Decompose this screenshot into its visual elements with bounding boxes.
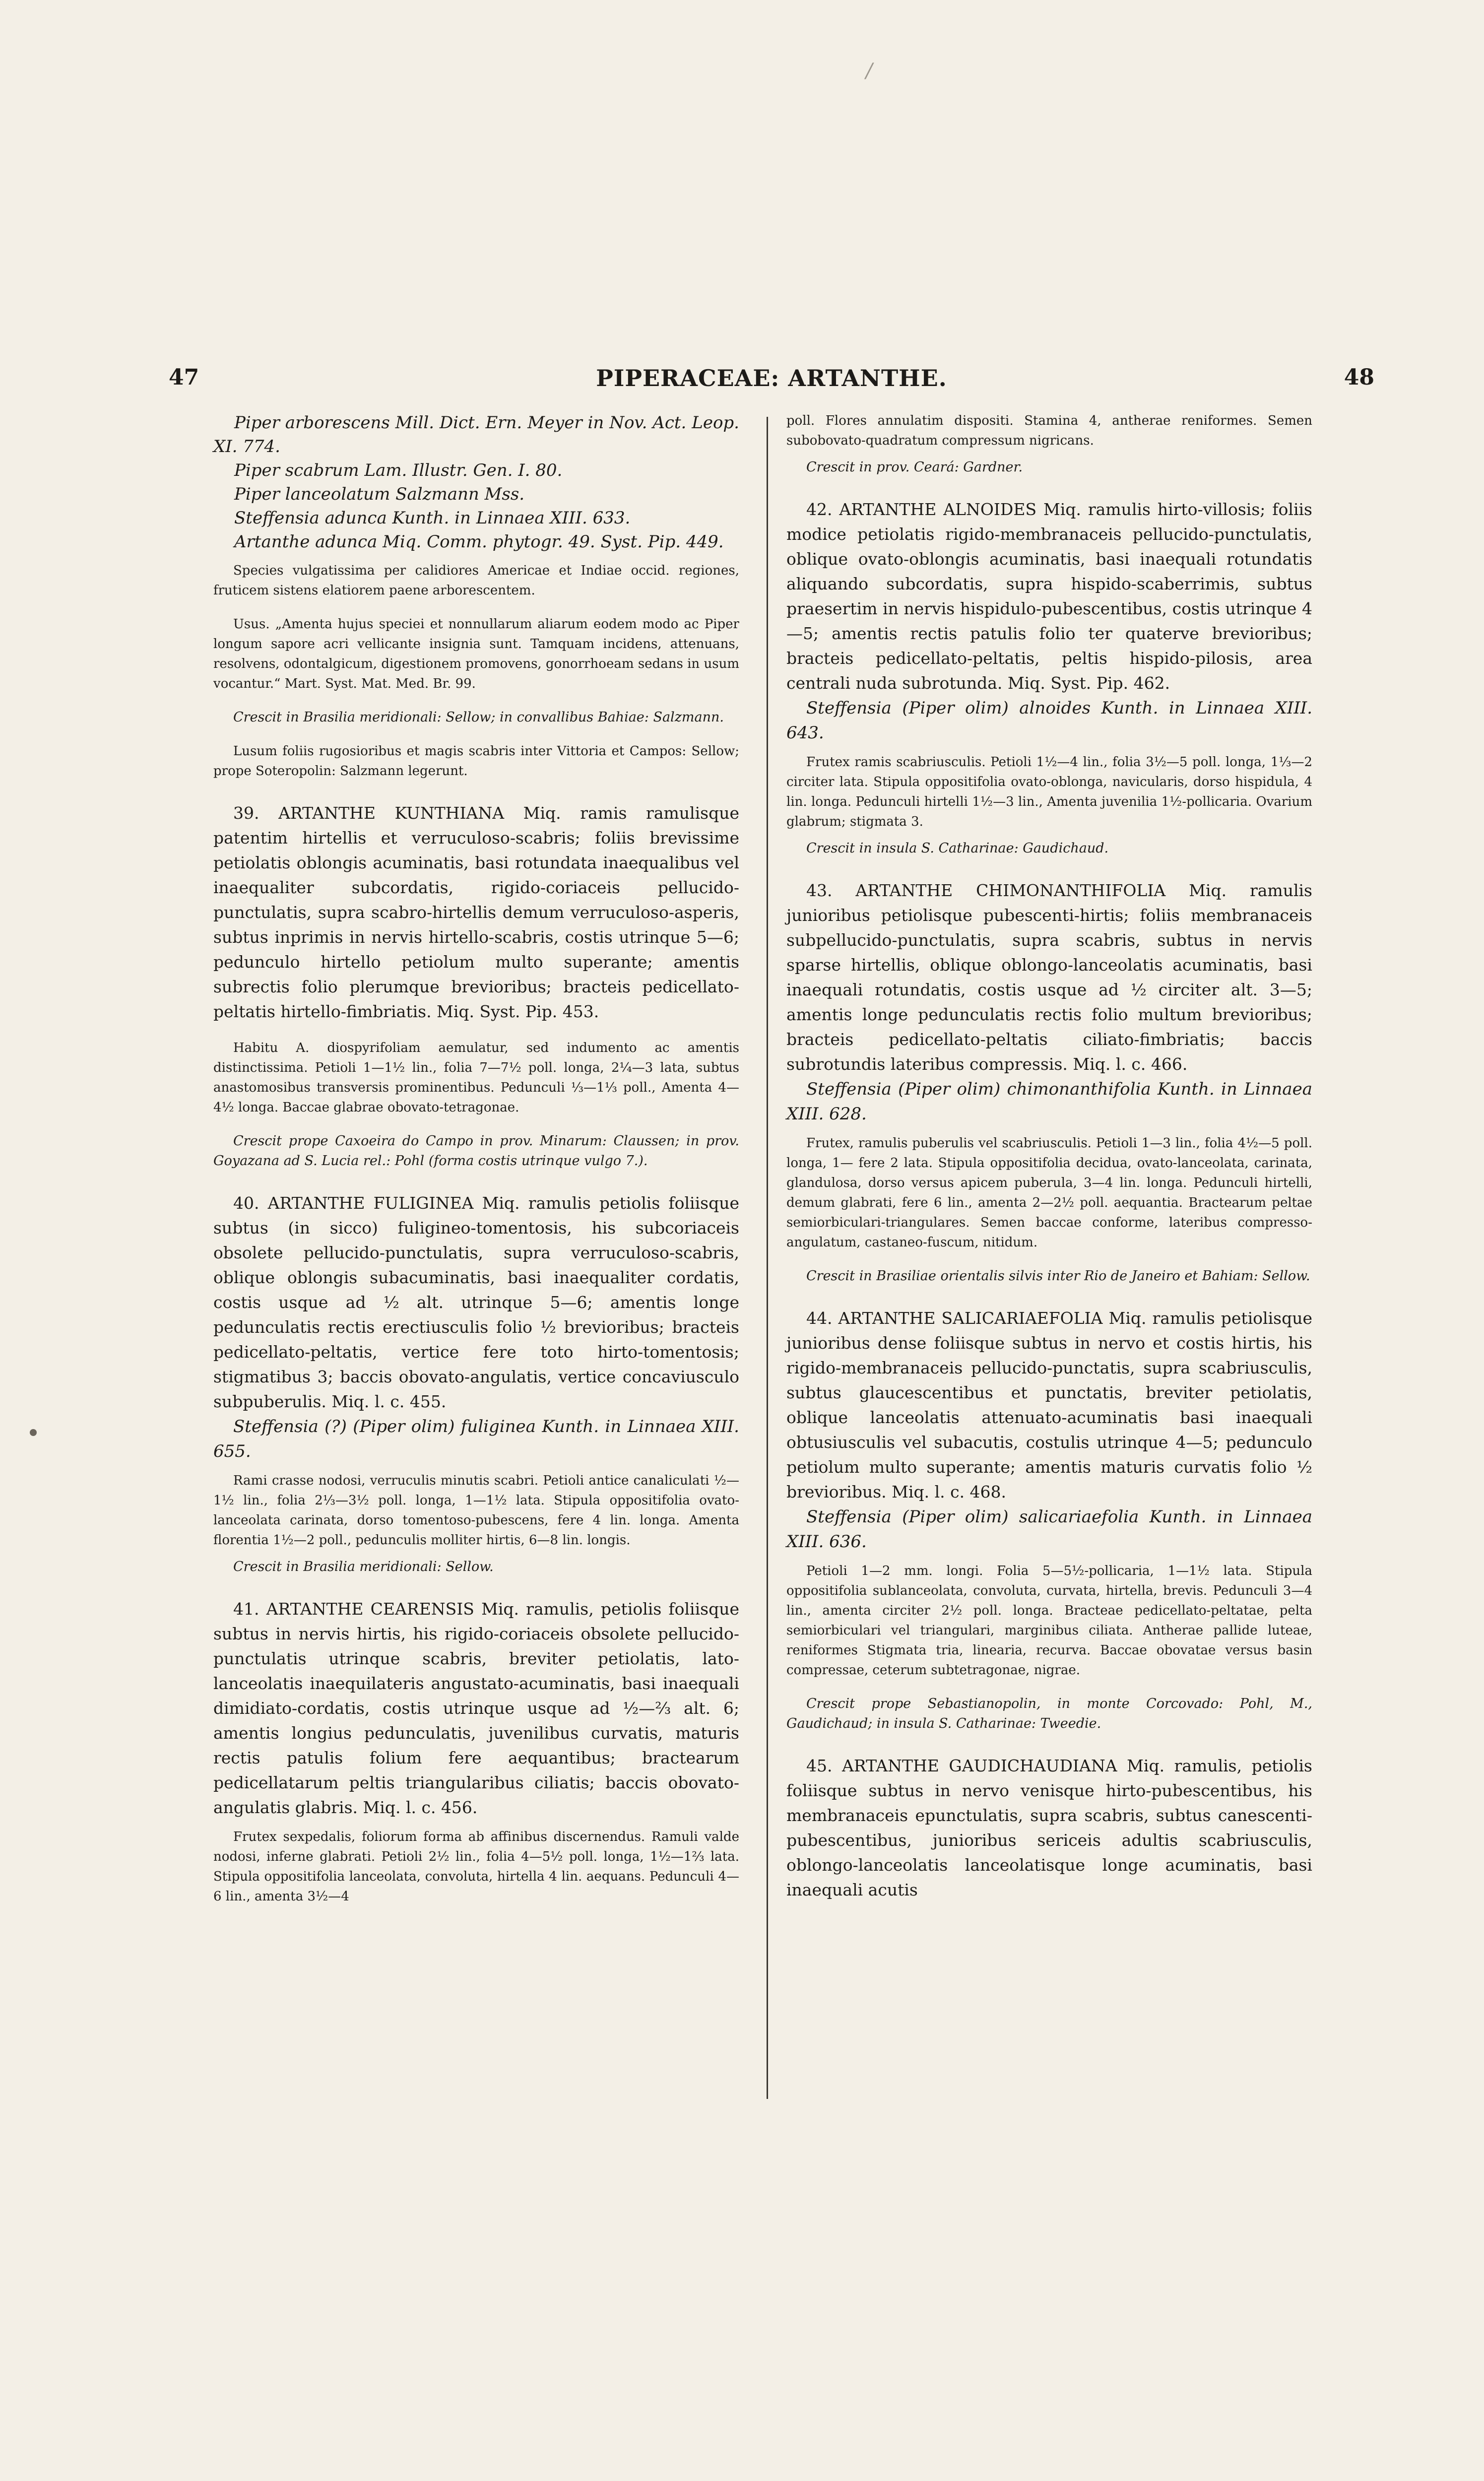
species-40-description: Rami crasse nodosi, verruculis minutis scabri. Petioli antice canaliculati ½—1½ lin., folia 2⅓—3½ poll. longa, 1—1½ lata. Stipula oppositifolia ovato-lanceolata carinata, dorso tomentoso-pubescens, fere 4 lin. longa. Amenta florentia 1½—2 poll., pedunculis molliter hirtis, 6—8 lin. longis.	[213, 1473, 739, 1548]
page-number-left: 47	[169, 365, 199, 390]
species-44-locality: Crescit prope Sebastianopolin, in monte Corcovado: Pohl, M., Gaudichaud; in insula S. Catharinae: Tweedie.	[786, 1696, 1312, 1731]
species-42-diagnosis: 42. ARTANTHE ALNOIDES Miq. ramulis hirto-villosis; foliis modice petiolatis rigido-membranaceis pellucido-punctulatis, oblique ovato-oblongis acuminatis, basi inaequali rotundatis aliquando subcordatis, supra hispido-scaberrimis, subtus praesertim in nervis hispidulo-pubescentibus, costis utrinque 4—5; amentis rectis patulis folio ter quaterve brevioribus; bracteis pedicellato-peltatis, peltis hispido-pilosis, area centrali nuda subrotunda. Miq. Syst. Pip. 462.	[786, 500, 1312, 693]
synonym: Piper arborescens Mill. Dict. Ern. Meyer in Nov. Act. Leop. XI. 774.	[213, 413, 739, 457]
species-41-locality: Crescit in prov. Ceará: Gardner.	[806, 459, 1023, 475]
species-44-description: Petioli 1—2 mm. longi. Folia 5—5½-pollicaria, 1—1½ lata. Stipula oppositifolia sublanceolata, convoluta, curvata, hirtella, brevis. Pedunculi 3—4 lin., amenta circiter 2½ poll. longa. Bracteae pedicellato-peltatae, pelta semiorbiculari vel triangulari, marginibus ciliata. Antherae pallide luteae, reniformes Stigmata tria, linearia, recurva. Baccae obovatae versus basin compressae, ceterum subtetragonae, nigrae.	[786, 1564, 1312, 1678]
species-43-description: Frutex, ramulis puberulis vel scabriusculis. Petioli 1—3 lin., folia 4½—5 poll. longa, 1— fere 2 lata. Stipula oppositifolia decidua, ovato-lanceolata, carinata, glandulosa, dorso versus apicem puberula, 3—4 lin. longa. Pedunculi hirtelli, demum glabrati, fere 6 lin., amenta 2—2½ poll. aequantia. Bractearum peltae semiorbiculari-triangulares. Semen baccae conforme, lateribus compresso-angulatum, castaneo-fuscum, nitidum.	[786, 1136, 1312, 1250]
left-column	[213, 411, 739, 1906]
species-40-locality: Crescit in Brasilia meridionali: Sellow.	[233, 1559, 494, 1574]
species-43-locality: Crescit in Brasiliae orientalis silvis inter Rio de Janeiro et Bahiam: Sellow.	[806, 1268, 1310, 1284]
species-40-diagnosis: 40. ARTANTHE FULIGINEA Miq. ramulis petiolis foliisque subtus (in sicco) fuligineo-tomentosis, his subcoriaceis obsolete pellucido-punctulatis, supra verruculoso-scabris, oblique oblongis subacuminatis, basi inaequaliter cordatis, costis usque ad ½ alt. utrinque 5—6; amentis longe pedunculatis rectis erectiusculis folio ½ brevioribus; bracteis pedicellato-peltatis, vertice fere toto hirto-tomentosis; stigmatibus 3; baccis obovato-angulatis, vertice concaviusculo subpuberulis. Miq. l. c. 455.	[213, 1193, 739, 1411]
species-45-diagnosis: 45. ARTANTHE GAUDICHAUDIANA Miq. ramulis, petiolis foliisque subtus in nervo venisque hirto-pubescentibus, his membranaceis epunctulatis, supra scabris, subtus canescenti-pubescentibus, junioribus sericeis adultis scabriusculis, oblongo-lanceolatis lanceolatisque longe acuminatis, basi inaequali acutis	[786, 1756, 1312, 1899]
species-43-synonym: Steffensia (Piper olim) chimonanthifolia Kunth. in Linnaea XIII. 628.	[786, 1079, 1312, 1124]
species-42-locality: Crescit in insula S. Catharinae: Gaudichaud.	[806, 841, 1109, 856]
locality: Crescit in Brasilia meridionali: Sellow; in convallibus Bahiae: Salzmann.	[233, 710, 724, 725]
species-39-description: Habitu A. diospyrifoliam aemulatur, sed indumento ac amentis distinctissima. Petioli 1—1½ lin., folia 7—7½ poll. longa, 2¼—3 lata, subtus anastomosibus transversis prominentibus. Pedunculi ⅓—1⅓ poll., Amenta 4—4½ longa. Baccae glabrae obovato-tetragonae.	[213, 1041, 739, 1115]
synonym: Artanthe adunca Miq. Comm. phytogr. 49. Syst. Pip. 449.	[234, 532, 724, 552]
lusus-note: Lusum foliis rugosioribus et magis scabris inter Vittoria et Campos: Sellow; prope Soteropolin: Salzmann legerunt.	[213, 744, 739, 779]
scan-mark: /	[866, 60, 873, 82]
margin-dot	[30, 1429, 37, 1436]
species-40-synonym: Steffensia (?) (Piper olim) fuliginea Kunth. in Linnaea XIII. 655.	[213, 1417, 739, 1461]
synonym: Piper lanceolatum Salzmann Mss.	[234, 484, 525, 504]
page-header	[169, 365, 1374, 399]
species-note: Species vulgatissima per calidiores Americae et Indiae occid. regiones, fruticem sistens elatiorem paene arborescentem.	[213, 563, 739, 598]
species-41-description: Frutex sexpedalis, foliorum forma ab affinibus discernendus. Ramuli valde nodosi, inferne glabrati. Petioli 2½ lin., folia 4—5½ poll. longa, 1½—1⅔ lata. Stipula oppositifolia lanceolata, convoluta, hirtella 4 lin. aequans. Pedunculi 4—6 lin., amenta 3½—4	[213, 1829, 739, 1904]
species-39-diagnosis: 39. ARTANTHE KUNTHIANA Miq. ramis ramulisque patentim hirtellis et verruculoso-scabris; foliis brevissime petiolatis oblongis acuminatis, basi rotundata inaequalibus vel inaequaliter subcordatis, rigido-coriaceis pellucido-punctulatis, supra scabro-hirtellis demum verruculoso-asperis, subtus inprimis in nervis hirtello-scabris, costis utrinque 5—6; pedunculo hirtello petiolum multo superante; amentis subrectis folio plerumque brevioribus; bracteis pedicellato-peltatis hirtello-fimbriatis. Miq. Syst. Pip. 453.	[213, 803, 739, 1021]
species-43-diagnosis: 43. ARTANTHE CHIMONANTHIFOLIA Miq. ramulis junioribus petiolisque pubescenti-hirtis; foliis membranaceis subpellucido-punctulatis, supra scabris, subtus in nervis sparse hirtellis, oblique oblongo-lanceolatis acuminatis, basi inaequali rotundatis, costis usque ad ½ circiter alt. 3—5; amentis longe pedunculatis rectis folio multum brevioribus; bracteis pedicellato-peltatis ciliato-fimbriatis; baccis subrotundis lateribus compressis. Miq. l. c. 466.	[786, 881, 1312, 1074]
page-number-right: 48	[1344, 365, 1374, 390]
species-42-description: Frutex ramis scabriusculis. Petioli 1½—4 lin., folia 3½—5 poll. longa, 1⅓—2 circiter lata. Stipula oppositifolia ovato-oblonga, navicularis, dorso hispidula, 4 lin. longa. Pedunculi hirtelli 1½—3 lin., Amenta juvenilia 1½-pollicaria. Ovarium glabrum; stigmata 3.	[786, 755, 1312, 829]
running-title: PIPERACEAE: ARTANTHE.	[596, 365, 947, 392]
species-44-diagnosis: 44. ARTANTHE SALICARIAEFOLIA Miq. ramulis petiolisque junioribus dense foliisque subtus in nervo et costis hirtis, his rigido-membranaceis pellucido-punctatis, supra scabriusculis, subtus glaucescentibus et punctatis, breviter petiolatis, oblique lanceolatis attenuato-acuminatis basi inaequali obtusiusculis vel subacutis, costulis utrinque 4—5; pedunculo petiolum multo superante; amentis maturis curvatis folio ½ brevioribus. Miq. l. c. 468.	[786, 1308, 1312, 1502]
species-44-synonym: Steffensia (Piper olim) salicariaefolia Kunth. in Linnaea XIII. 636.	[786, 1507, 1312, 1552]
species-41-continued: poll. Flores annulatim dispositi. Stamina 4, antherae reniformes. Semen subobovato-quadratum compressum nigricans.	[786, 413, 1312, 448]
usus-paragraph: Usus. „Amenta hujus speciei et nonnullarum aliarum eodem modo ac Piper longum sapore acri vellicante insignia sunt. Tamquam incidens, attenuans, resolvens, odontalgicum, digestionem promovens, gonorrhoeam sedans in usum vocantur.“ Mart. Syst. Mat. Med. Br. 99.	[213, 617, 739, 691]
synonym: Piper scabrum Lam. Illustr. Gen. I. 80.	[234, 460, 563, 480]
right-column	[786, 411, 1312, 1902]
species-39-locality: Crescit prope Caxoeira do Campo in prov. Minarum: Claussen; in prov. Goyazana ad S. Lucia rel.: Pohl (forma costis utrinque vulgo 7.).	[213, 1133, 739, 1169]
species-42-synonym: Steffensia (Piper olim) alnoides Kunth. in Linnaea XIII. 643.	[786, 698, 1312, 743]
column-divider	[767, 417, 768, 2099]
species-41-diagnosis: 41. ARTANTHE CEARENSIS Miq. ramulis, petiolis foliisque subtus in nervis hirtis, his rigido-coriaceis obsolete pellucido-punctulatis utrinque scabris, breviter petiolatis, lato-lanceolatis inaequilateris angustato-acuminatis, basi inaequali dimidiato-cordatis, costis utrinque usque ad ½—⅔ alt. 6; amentis longius pedunculatis, juvenilibus curvatis, maturis rectis patulis folium fere aequantibus; bractearum pedicellatarum peltis triangularibus ciliatis; baccis obovato-angulatis glabris. Miq. l. c. 456.	[213, 1599, 739, 1817]
synonym: Steffensia adunca Kunth. in Linnaea XIII. 633.	[234, 508, 631, 528]
